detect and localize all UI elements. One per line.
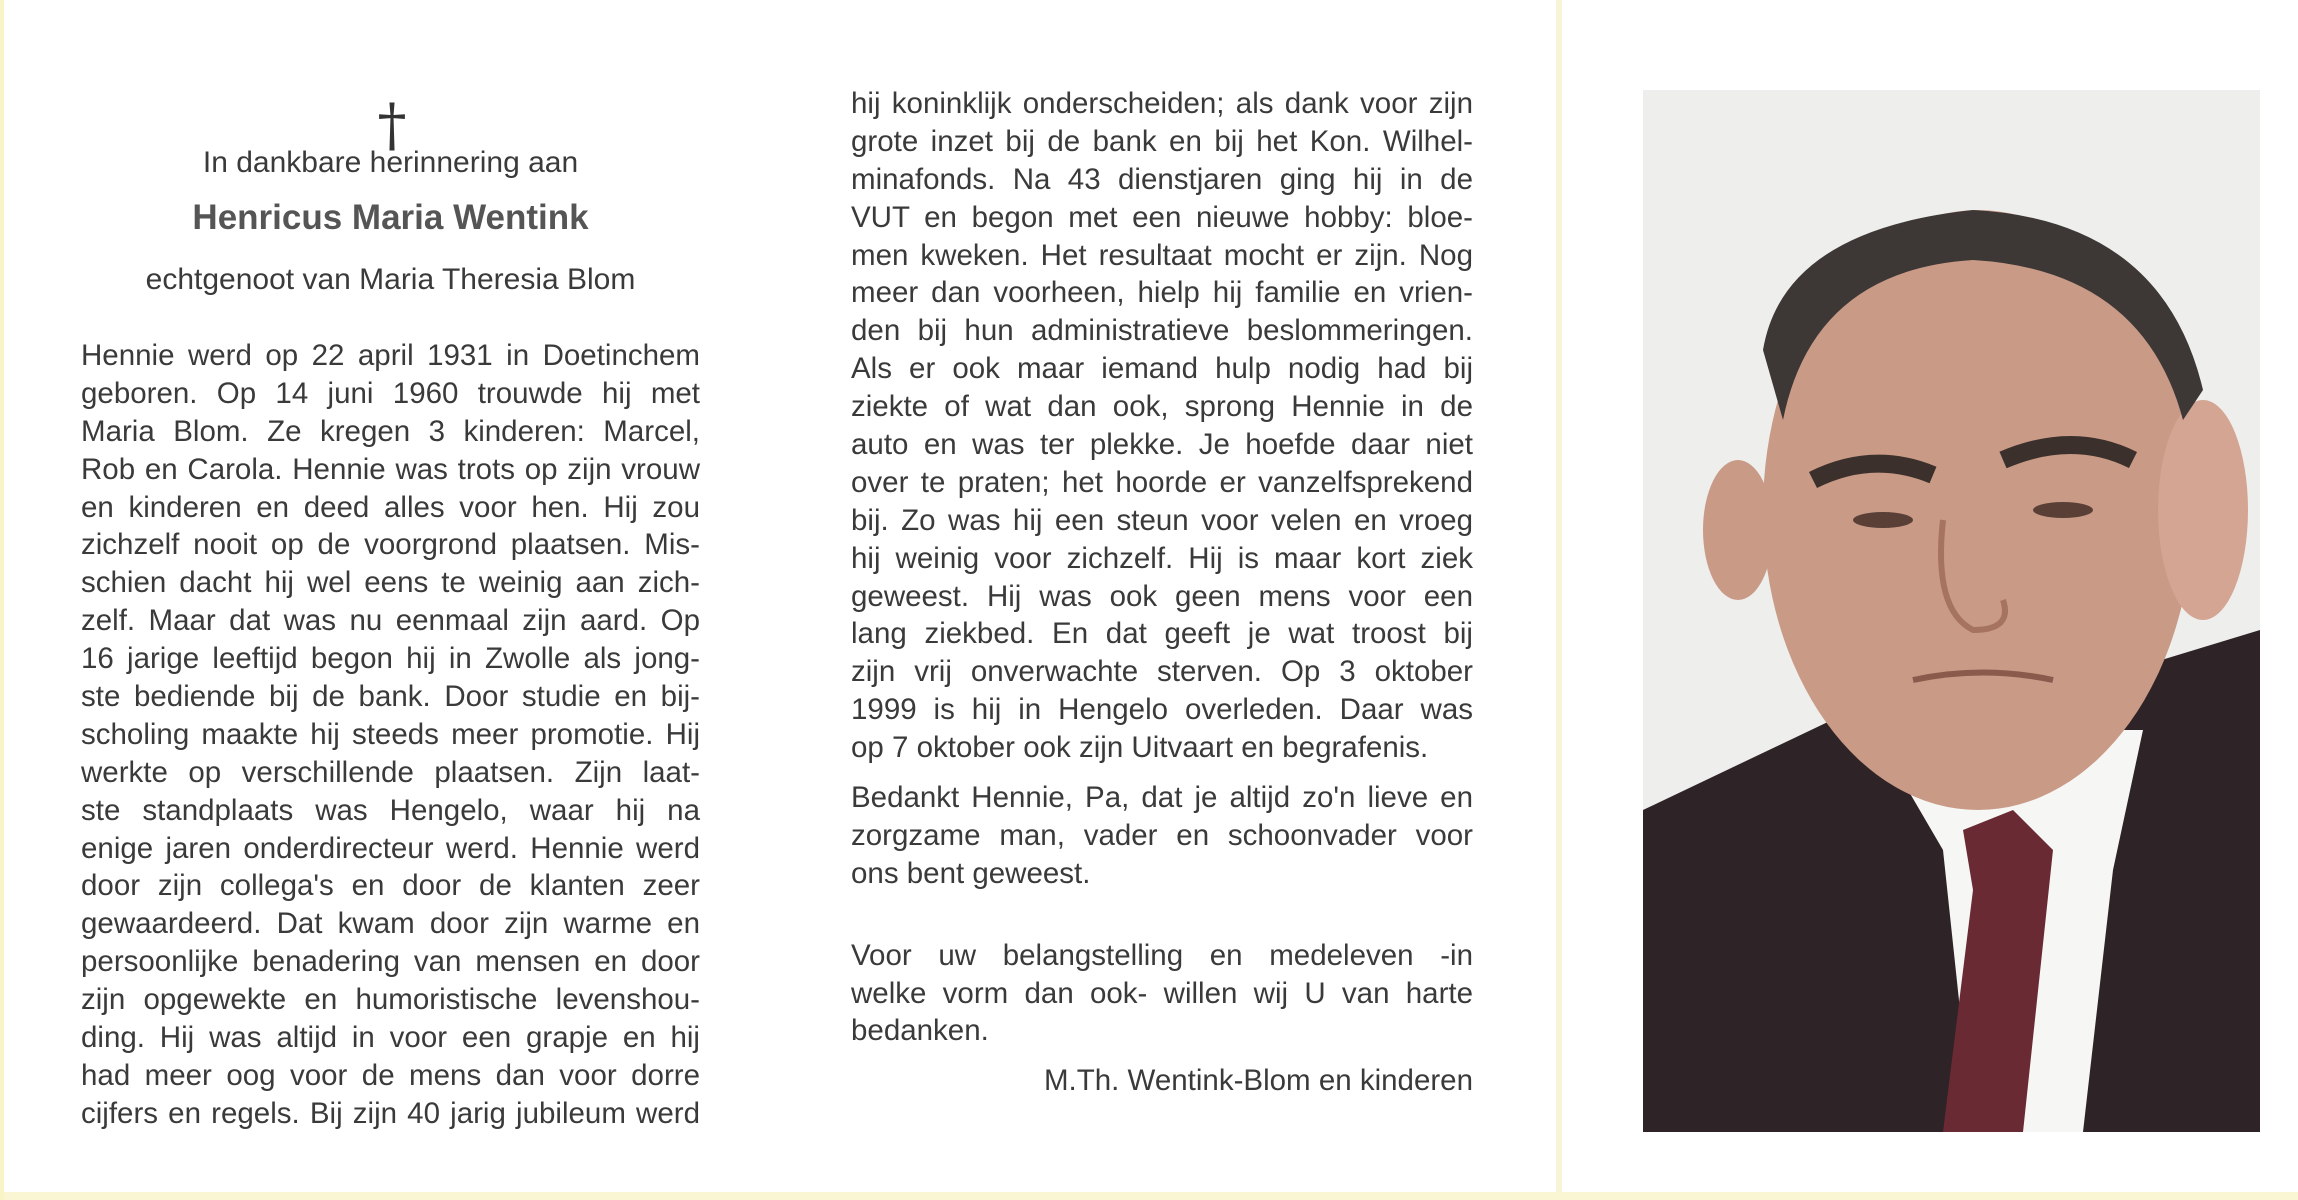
biography-column-2 xyxy=(851,85,1473,1100)
text-line: grote inzet bij de bank en bij het Kon. Wilhel- xyxy=(851,124,1473,158)
text-line: werkte op verschillende plaatsen. Zijn laat- xyxy=(81,755,700,789)
text-line: schien dacht hij wel eens te weinig aan zich- xyxy=(81,566,700,600)
text-line: persoonlijke benadering van mensen en door xyxy=(81,945,700,979)
text-line: bij. Zo was hij een steun voor velen en vroeg xyxy=(851,503,1473,537)
text-line: welke vorm dan ook- willen wij U van harte xyxy=(851,976,1473,1010)
text-line: minafonds. Na 43 dienstjaren ging hij in de xyxy=(851,162,1473,196)
text-line: auto en was ter plekke. Je hoefde daar niet xyxy=(851,428,1473,462)
cross-icon: † xyxy=(377,91,407,159)
paper-edge xyxy=(0,1192,2298,1200)
text-line: Hennie werd op 22 april 1931 in Doetinchem xyxy=(81,339,700,372)
paragraph xyxy=(851,85,1473,767)
text-line: zorgzame man, vader en schoonvader voor xyxy=(851,818,1473,852)
paragraph xyxy=(81,337,700,1133)
deceased-name: Henricus Maria Wentink xyxy=(192,198,589,237)
text-line: Maria Blom. Ze kregen 3 kinderen: Marcel, xyxy=(81,414,700,448)
text-line: hij koninklijk onderscheiden; als dank voor zijn xyxy=(851,87,1473,120)
text-line: Bedankt Hennie, Pa, dat je altijd zo'n lieve en xyxy=(851,781,1473,815)
biography-column-1 xyxy=(81,337,700,1145)
portrait-photo xyxy=(1643,90,2260,1132)
text-line: ziekte of wat dan ook, sprong Hennie in de xyxy=(851,390,1473,424)
text-line: den bij hun administratieve beslommeringen. xyxy=(851,314,1473,348)
text-line: geboren. Op 14 juni 1960 trouwde hij met xyxy=(81,376,700,410)
text-line: cijfers en regels. Bij zijn 40 jarig jubileum werd xyxy=(81,1096,700,1130)
fold-line xyxy=(1556,0,1562,1200)
text-line: Rob en Carola. Hennie was trots op zijn vrouw xyxy=(81,452,700,486)
text-line: ste bediende bij de bank. Door studie en bij- xyxy=(81,680,700,714)
text-line: ste standplaats was Hengelo, waar hij na xyxy=(81,793,700,827)
text-line: door zijn collega's en door de klanten zeer xyxy=(81,869,700,903)
text-line: Als er ook maar iemand hulp nodig had bij xyxy=(851,352,1473,386)
text-line: Voor uw belangstelling en medeleven -in xyxy=(851,938,1473,972)
text-line: geweest. Hij was ook geen mens voor een xyxy=(851,579,1473,613)
text-line: lang ziekbed. En dat geeft je wat troost bij xyxy=(851,617,1473,651)
text-line: en kinderen en deed alles voor hen. Hij zou xyxy=(81,490,700,524)
text-line: hij weinig voor zichzelf. Hij is maar kort ziek xyxy=(851,541,1473,575)
text-line: zijn opgewekte en humoristische levenshou- xyxy=(81,983,700,1017)
text-line: ding. Hij was altijd in voor een grapje en hij xyxy=(81,1021,700,1055)
text-line: scholing maakte hij steeds meer promotie. Hij xyxy=(81,717,700,751)
text-line: meer dan voorheen, hielp hij familie en vrien- xyxy=(851,276,1473,310)
text-line: over te praten; het hoorde er vanzelfsprekend xyxy=(851,465,1473,499)
signature: M.Th. Wentink-Blom en kinderen xyxy=(1043,1064,1473,1098)
text-line: 16 jarige leeftijd begon hij in Zwolle als jong- xyxy=(81,642,700,676)
text-line: zichzelf nooit op de voorgrond plaatsen. Mis- xyxy=(81,528,700,562)
text-line: enige jaren onderdirecteur werd. Hennie werd xyxy=(81,831,700,865)
text-line: 1999 is hij in Hengelo overleden. Daar was xyxy=(851,693,1473,727)
paper-edge-left xyxy=(0,0,4,1200)
text-line: zelf. Maar dat was nu eenmaal zijn aard. Op xyxy=(81,604,700,638)
text-line: gewaardeerd. Dat kwam door zijn warme en xyxy=(81,907,700,941)
spouse-text: echtgenoot van Maria Theresia Blom xyxy=(145,263,636,296)
paragraph xyxy=(851,937,1473,1051)
text-line: had meer oog voor de mens dan voor dorre xyxy=(81,1058,700,1092)
text-line: ons bent geweest. xyxy=(851,856,1091,890)
text-line: bedanken. xyxy=(851,1014,989,1048)
text-line: VUT en begon met een nieuwe hobby: bloe- xyxy=(851,200,1473,234)
intro-text: In dankbare herinnering aan xyxy=(202,146,579,179)
paragraph xyxy=(851,779,1473,893)
text-line: op 7 oktober ook zijn Uitvaart en begrafenis. xyxy=(851,731,1429,765)
text-line: zijn vrij onverwachte sterven. Op 3 oktober xyxy=(851,655,1473,689)
text-line: men kweken. Het resultaat mocht er zijn. Nog xyxy=(851,238,1473,272)
